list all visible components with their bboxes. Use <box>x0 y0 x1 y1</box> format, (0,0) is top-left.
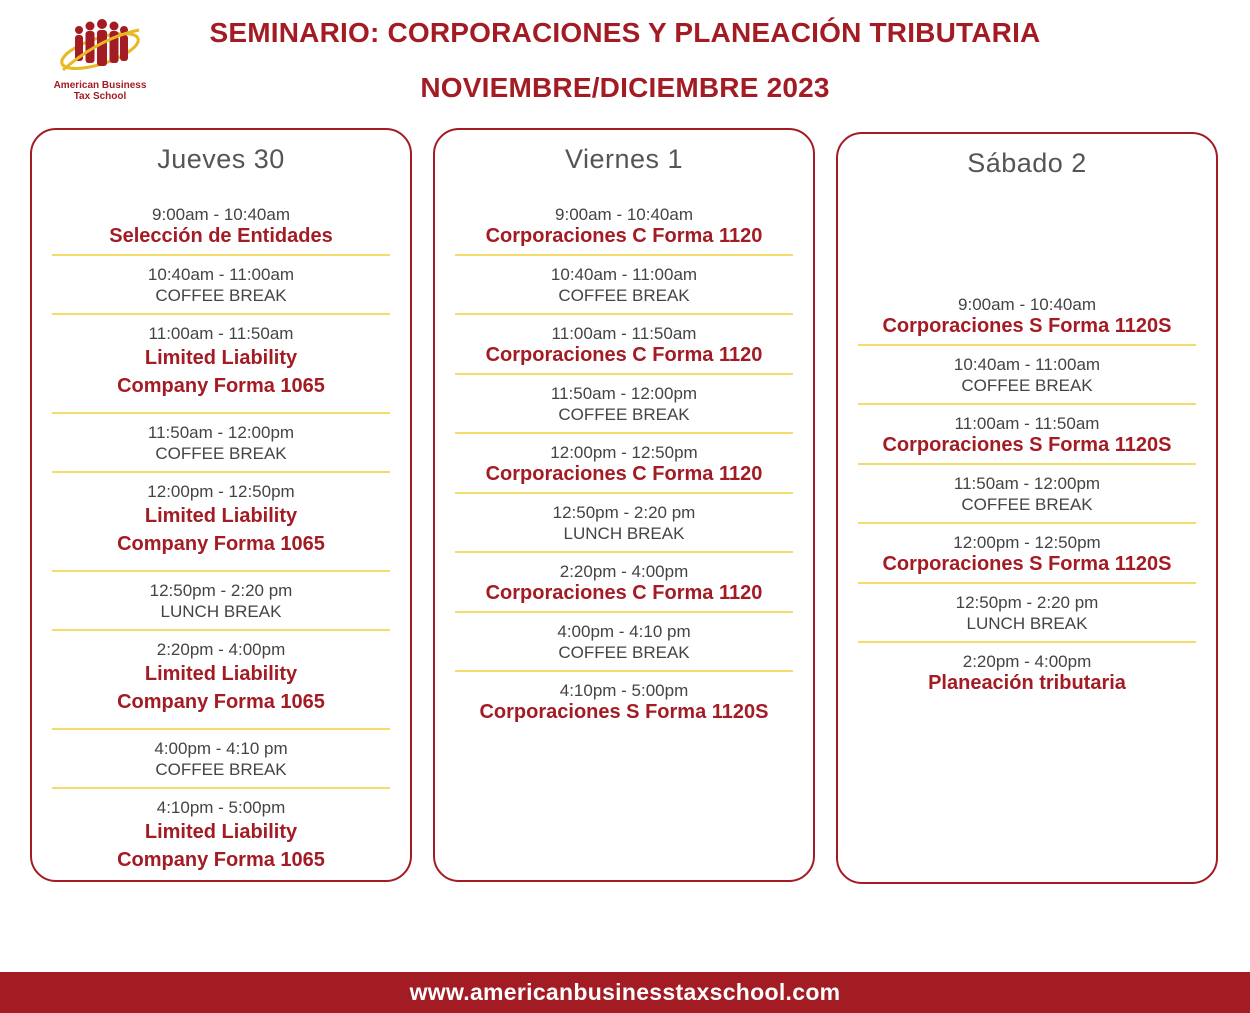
page-title: SEMINARIO: CORPORACIONES Y PLANEACIÓN TRIBUTARIA <box>209 17 1041 48</box>
school-logo <box>40 18 160 113</box>
session-topic: Corporaciones S Forma 1120S <box>882 434 1172 456</box>
session-slot <box>52 481 390 558</box>
session-topic: Corporaciones S Forma 1120S <box>479 701 769 723</box>
slot-time: 10:40am - 11:00am <box>147 265 295 284</box>
website-url-footer[interactable]: www.americanbusinesstaxschool.com <box>0 972 1250 1013</box>
day-column-sabado <box>836 132 1218 884</box>
session-topic: Company Forma 1065 <box>117 691 325 713</box>
slot-separator <box>858 582 1196 584</box>
session-topic: Corporaciones S Forma 1120S <box>882 315 1172 337</box>
break-label: LUNCH BREAK <box>563 524 685 543</box>
slot-time: 4:00pm - 4:10 pm <box>557 622 691 641</box>
session-slot <box>858 413 1196 456</box>
session-slot <box>858 651 1196 694</box>
session-topic: Limited Liability <box>144 663 298 685</box>
break-label: LUNCH BREAK <box>966 614 1088 633</box>
slot-time: 12:00pm - 12:50pm <box>550 443 698 462</box>
session-topic: Corporaciones C Forma 1120 <box>485 582 763 604</box>
day-heading: Sábado 2 <box>967 148 1087 178</box>
day-heading: Jueves 30 <box>157 144 285 174</box>
business-people-orbit-icon <box>57 18 143 80</box>
session-slot <box>455 442 793 485</box>
slot-time: 2:20pm - 4:00pm <box>156 640 286 659</box>
slot-separator <box>52 471 390 473</box>
schedule-list <box>455 204 793 723</box>
session-topic: Corporaciones C Forma 1120 <box>485 225 763 247</box>
slot-time: 10:40am - 11:00am <box>550 265 698 284</box>
slot-separator <box>455 313 793 315</box>
slot-separator <box>52 313 390 315</box>
session-slot <box>858 294 1196 337</box>
slot-separator <box>858 463 1196 465</box>
session-slot <box>52 639 390 716</box>
slot-time: 11:00am - 11:50am <box>148 324 294 343</box>
slot-separator <box>455 611 793 613</box>
slot-time: 4:10pm - 5:00pm <box>559 681 689 700</box>
slot-separator <box>858 641 1196 643</box>
logo-name-line2: Tax School <box>73 91 127 102</box>
session-topic: Corporaciones C Forma 1120 <box>485 463 763 485</box>
session-slot <box>858 532 1196 575</box>
slot-time: 12:50pm - 2:20 pm <box>149 581 293 600</box>
break-label: COFFEE BREAK <box>961 376 1093 395</box>
day-column-viernes <box>433 128 815 882</box>
slot-time: 11:00am - 11:50am <box>551 324 697 343</box>
session-slot <box>52 323 390 400</box>
break-label: LUNCH BREAK <box>160 602 282 621</box>
slot-time: 11:00am - 11:50am <box>954 414 1100 433</box>
session-topic: Company Forma 1065 <box>117 849 325 871</box>
break-slot <box>455 502 793 544</box>
session-slot <box>455 680 793 723</box>
slot-time: 2:20pm - 4:00pm <box>962 652 1092 671</box>
break-slot <box>858 592 1196 634</box>
slot-separator <box>52 629 390 631</box>
break-slot <box>52 738 390 780</box>
schedule-list <box>858 294 1196 694</box>
session-slot <box>52 204 390 247</box>
slot-time: 2:20pm - 4:00pm <box>559 562 689 581</box>
slot-time: 11:50am - 12:00pm <box>147 423 295 442</box>
session-topic: Planeación tributaria <box>928 672 1126 694</box>
slot-time: 11:50am - 12:00pm <box>953 474 1101 493</box>
slot-time: 4:10pm - 5:00pm <box>156 798 286 817</box>
slot-separator <box>455 373 793 375</box>
session-topic: Company Forma 1065 <box>117 533 325 555</box>
break-label: COFFEE BREAK <box>558 405 690 424</box>
session-slot <box>455 323 793 366</box>
break-slot <box>455 621 793 663</box>
slot-time: 11:50am - 12:00pm <box>550 384 698 403</box>
slot-time: 12:50pm - 2:20 pm <box>955 593 1099 612</box>
break-label: COFFEE BREAK <box>155 286 287 305</box>
break-slot <box>52 422 390 464</box>
day-heading: Viernes 1 <box>564 144 684 174</box>
break-label: COFFEE BREAK <box>961 495 1093 514</box>
break-label: COFFEE BREAK <box>155 760 287 779</box>
schedule-list <box>52 204 390 874</box>
slot-time: 9:00am - 10:40am <box>152 205 290 224</box>
slot-separator <box>858 403 1196 405</box>
session-slot <box>455 561 793 604</box>
session-slot <box>455 204 793 247</box>
break-label: COFFEE BREAK <box>558 286 690 305</box>
session-topic: Limited Liability <box>144 347 298 369</box>
logo-name-line1: American Business <box>53 80 147 91</box>
slot-time: 12:50pm - 2:20 pm <box>552 503 696 522</box>
session-topic: Selección de Entidades <box>109 225 333 247</box>
day-column-jueves <box>30 128 412 882</box>
slot-separator <box>858 522 1196 524</box>
slot-time: 4:00pm - 4:10 pm <box>154 739 288 758</box>
slot-separator <box>52 787 390 789</box>
session-topic: Limited Liability <box>144 821 298 843</box>
break-slot <box>858 354 1196 396</box>
break-slot <box>858 473 1196 515</box>
slot-time: 9:00am - 10:40am <box>555 205 693 224</box>
break-slot <box>52 580 390 622</box>
slot-separator <box>455 492 793 494</box>
session-topic: Corporaciones S Forma 1120S <box>882 553 1172 575</box>
break-slot <box>52 264 390 306</box>
session-topic: Limited Liability <box>144 505 298 527</box>
slot-separator <box>455 254 793 256</box>
slot-separator <box>52 254 390 256</box>
slot-separator <box>52 570 390 572</box>
slot-time: 10:40am - 11:00am <box>953 355 1101 374</box>
session-topic: Company Forma 1065 <box>117 375 325 397</box>
slot-separator <box>455 551 793 553</box>
session-topic: Corporaciones C Forma 1120 <box>485 344 763 366</box>
slot-time: 9:00am - 10:40am <box>958 295 1096 314</box>
slot-separator <box>858 344 1196 346</box>
break-slot <box>455 264 793 306</box>
session-slot <box>52 797 390 874</box>
slot-separator <box>455 432 793 434</box>
slot-time: 12:00pm - 12:50pm <box>147 482 295 501</box>
slot-separator <box>52 728 390 730</box>
break-label: COFFEE BREAK <box>558 643 690 662</box>
slot-separator <box>455 670 793 672</box>
slot-separator <box>52 412 390 414</box>
break-label: COFFEE BREAK <box>155 444 287 463</box>
slot-time: 12:00pm - 12:50pm <box>953 533 1101 552</box>
page-subtitle: NOVIEMBRE/DICIEMBRE 2023 <box>420 72 830 103</box>
break-slot <box>455 383 793 425</box>
